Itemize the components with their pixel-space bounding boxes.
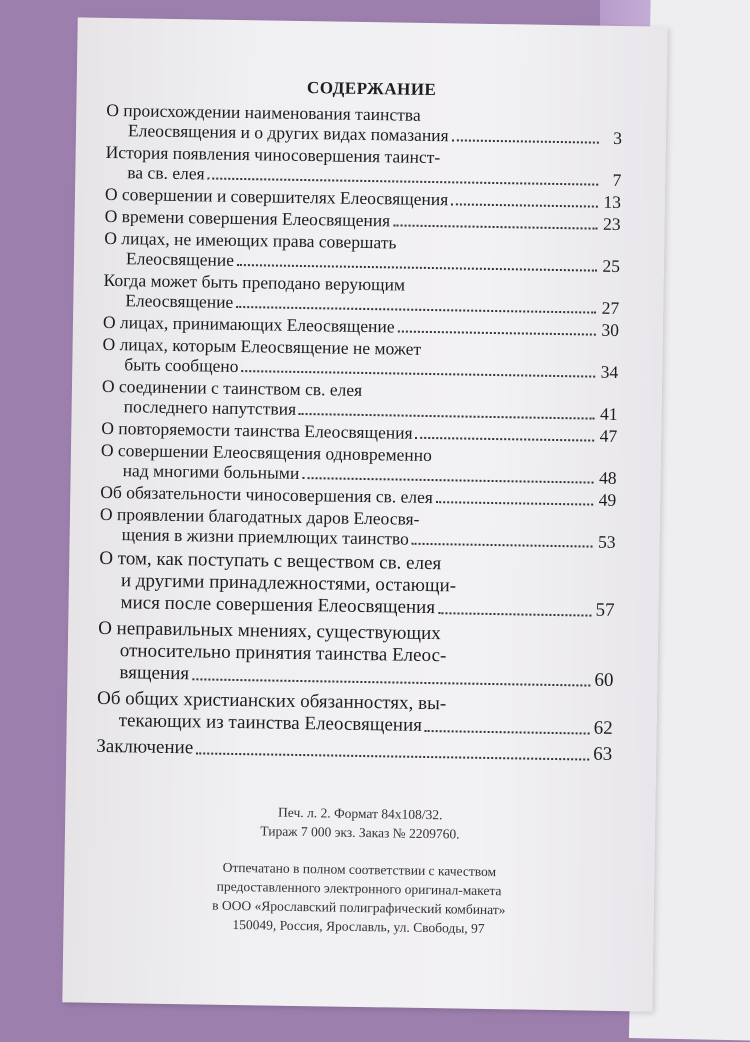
- toc-entry-line: последнего напутствия: [123, 396, 297, 419]
- toc-entry-line: История появления чиносовершения таинст-: [105, 141, 441, 168]
- toc-entry-line: О совершении и совершителях Елеосвящения: [104, 183, 449, 210]
- leader-dots: [438, 612, 592, 616]
- toc-entry-line: щения в жизни приемлющих таинство: [121, 524, 410, 549]
- toc-page-number: 30: [601, 319, 620, 340]
- toc-entry-line: мися после совершения Елеосвящения: [120, 592, 436, 619]
- toc-entry-line: О соединении с таинством св. елея: [101, 375, 363, 400]
- toc-entry: [97, 688, 614, 740]
- toc-entry-line: О том, как поступать с веществом св. елея: [99, 547, 442, 575]
- toc-entry-line: вящения: [119, 662, 190, 685]
- toc-page-number: 63: [593, 743, 613, 765]
- print-format: Печ. л. 2. Формат 84х108/32.: [277, 804, 443, 823]
- leader-dots: [208, 177, 599, 185]
- leader-dots: [302, 477, 593, 484]
- toc-entry-line: над многими больными: [122, 460, 300, 483]
- leader-dots: [412, 543, 593, 548]
- toc-entry-line: Елеосвящение: [125, 290, 234, 312]
- toc-page-number: 3: [613, 127, 623, 148]
- printer-address: 150049, Россия, Ярославль, ул. Свободы, 97: [232, 916, 485, 936]
- table-of-contents: [96, 100, 622, 768]
- toc-entry-line: Заключение: [96, 735, 194, 759]
- toc-page-number: 48: [598, 467, 617, 488]
- toc-page-number: 13: [603, 191, 622, 212]
- toc-entry: [106, 100, 623, 148]
- imprint-block: [63, 799, 655, 940]
- leader-dots: [416, 437, 595, 442]
- toc-entry-line: О неправильных мнениях, существующих: [98, 617, 441, 645]
- toc-entry-line: текающих из таинства Елеосвящения: [118, 710, 423, 736]
- toc-entry: [105, 142, 622, 190]
- leader-dots: [425, 730, 590, 735]
- toc-page-number: 7: [612, 169, 622, 190]
- toc-page-number: 41: [599, 403, 618, 424]
- toc-entry: [98, 548, 615, 622]
- toc-entry-line: О лицах, не имеющих права совершать: [104, 227, 397, 253]
- toc-entry: [104, 228, 621, 276]
- toc-entry-line: Об обязательности чиносовершения св. елея: [100, 481, 434, 508]
- toc-entry: [100, 504, 617, 552]
- toc-entry-line: О проявлении благодатных даров Елеосвя-: [99, 503, 420, 529]
- printer-note: Отпечатано в полном соответствии с качеством: [222, 859, 497, 880]
- toc-page-number: 53: [597, 531, 616, 552]
- toc-page-number: 25: [602, 255, 621, 276]
- leader-dots: [452, 139, 599, 143]
- toc-page-number: 47: [599, 425, 618, 446]
- leader-dots: [393, 224, 597, 229]
- toc-entry-line: О совершении Елеосвящения одновременно: [100, 439, 433, 466]
- leader-dots: [196, 752, 589, 760]
- printer-name: в ООО «Ярославский полиграфический комбинат»: [212, 897, 506, 918]
- print-run: Тираж 7 000 экз. Заказ № 2209760.: [260, 823, 460, 842]
- toc-entry-line: О лицах, которым Елеосвящение не может: [102, 333, 422, 359]
- toc-entry: [101, 440, 618, 488]
- toc-page-number: 60: [594, 669, 614, 691]
- toc-entry-line: О повторяемости таинства Елеосвящения: [101, 417, 413, 443]
- leader-dots: [237, 264, 597, 272]
- toc-entry-line: и другими принадлежностями, остающи-: [120, 570, 457, 597]
- leader-dots: [398, 330, 596, 335]
- toc-entry-line: Об общих христианских обязанностях, вы-: [96, 687, 447, 715]
- leader-dots: [241, 370, 595, 378]
- toc-page-number: 57: [595, 599, 615, 621]
- toc-entry-line: О происхождении наименования таинства: [106, 99, 421, 125]
- leader-dots: [192, 678, 590, 686]
- toc-entry-line: Когда может быть преподано верующим: [103, 269, 406, 295]
- toc-entry: [97, 618, 614, 692]
- leader-dots: [299, 413, 595, 420]
- toc-entry-line: О лицах, принимающих Елеосвящение: [102, 311, 395, 337]
- page-title: СОДЕРЖАНИЕ: [306, 78, 437, 100]
- leader-dots: [451, 203, 598, 207]
- toc-page-number: 27: [601, 297, 620, 318]
- printer-note: предоставленного электронного оригинал-макета: [216, 878, 502, 899]
- toc-entry-line: ва св. елея: [127, 162, 205, 184]
- toc-entry: [102, 376, 619, 424]
- leader-dots: [236, 306, 596, 314]
- toc-page-number: 34: [600, 361, 619, 382]
- leader-dots: [436, 501, 593, 505]
- toc-entry-line: Елеосвящения и о других видах помазания: [127, 120, 449, 146]
- toc-page-number: 23: [602, 213, 621, 234]
- toc-entry-line: О времени совершения Елеосвящения: [104, 205, 391, 231]
- toc-entry: [102, 334, 619, 382]
- toc-entry-line: Елеосвящение: [125, 248, 235, 270]
- toc-page-number: 49: [598, 489, 617, 510]
- book-page: [62, 17, 667, 1011]
- toc-entry: [96, 736, 612, 766]
- toc-entry-line: относительно принятия таинства Елеос-: [119, 640, 447, 667]
- toc-page-number: 62: [593, 717, 613, 739]
- toc-entry-line: быть сообщено: [124, 354, 239, 376]
- toc-entry: [103, 270, 620, 318]
